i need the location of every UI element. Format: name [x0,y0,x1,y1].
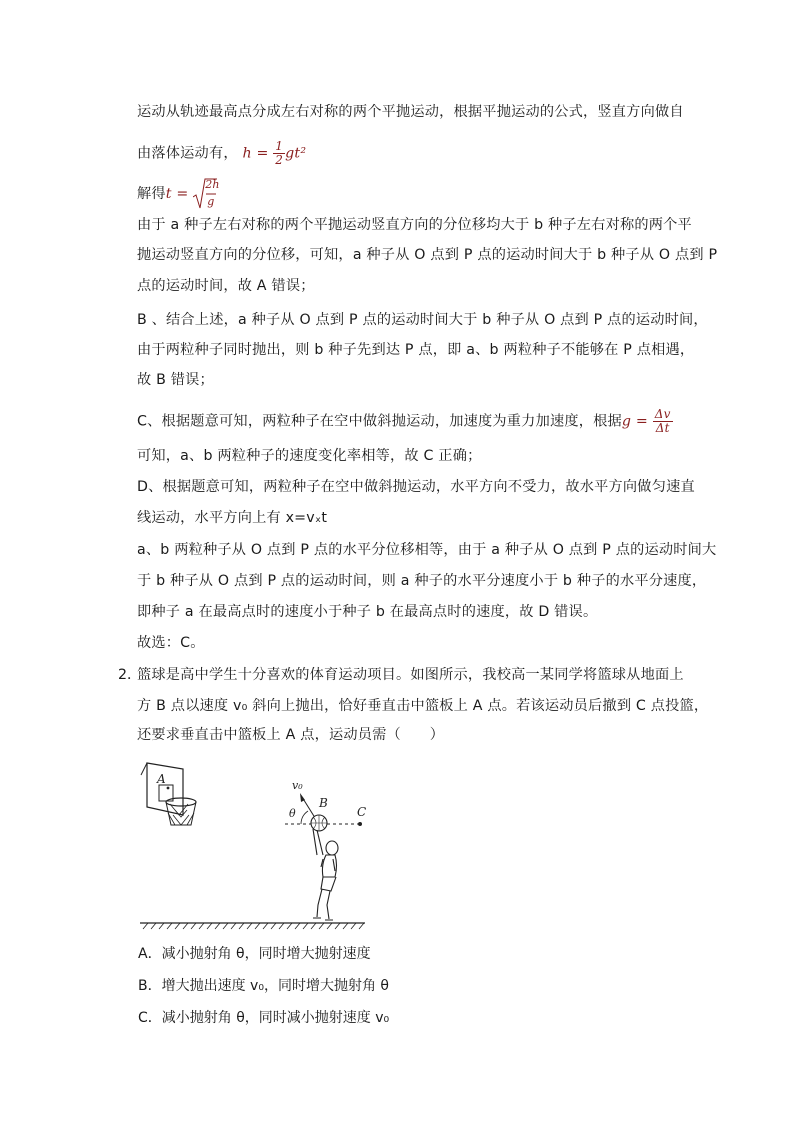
question-line-3: 还要求垂直击中篮板上 A 点，运动员需（ ） [137,727,445,743]
backboard-icon [141,763,183,815]
fraction-denominator: 2 [275,153,284,167]
ground-icon [140,923,365,929]
option-A[interactable]: A．减小抛射角 θ，同时增大抛射速度 [138,946,371,962]
formula-half-fraction [273,140,285,167]
formula-h-lhs: h = [242,145,269,162]
solution-line-3 [137,177,220,211]
solution-line-8: 由于两粒种子同时抛出，则 b 种子先到达 P 点，即 a、b 两粒种子不能够在 P 点相遇， [137,342,695,358]
label-B: B [319,796,328,810]
option-B[interactable]: B．增大抛出速度 v₀，同时增大抛射角 θ [138,978,389,994]
player-icon [313,829,338,920]
fraction-numerator: Δv [654,407,671,421]
solution-line-1: 运动从轨迹最高点分成左右对称的两个平抛运动，根据平抛运动的公式，竖直方向做自 [137,104,684,120]
solution-line-16: 即种子 a 在最高点时的速度小于种子 b 在最高点时的速度，故 D 错误。 [137,604,598,620]
solution-answer: 故选：C。 [137,635,205,651]
solution-line-7: B 、结合上述，a 种子从 O 点到 P 点的运动时间大于 b 种子从 O 点到 P 点的运动时间， [137,312,708,328]
solution-line-12: D、根据题意可知，两粒种子在空中做斜抛运动，水平方向不受力，故水平方向做匀速直 [137,479,695,495]
question-line-2: 方 B 点以速度 v₀ 斜向上抛出，恰好垂直击中篮板上 A 点。若该运动员后撤到 C 点投篮， [137,698,709,714]
solution-line-3-text: 解得 [137,186,166,202]
formula-t-lhs: t = [165,186,189,202]
formula-sqrt [193,177,220,211]
formula-dv-dt-fraction [653,408,673,435]
question-line-1: 篮球是高中学生十分喜欢的体育运动项目。如图所示，我校高一某同学将篮球从地面上 [137,667,684,683]
solution-line-2 [137,140,306,167]
solution-line-10-text: C、根据题意可知，两粒种子在空中做斜抛运动，加速度为重力加速度，根据 [137,413,622,430]
solution-line-10 [137,408,673,435]
fraction-denominator: Δt [655,421,670,435]
sqrt-denominator: g [207,195,215,208]
solution-line-11: 可知，a、b 两粒种子的速度变化率相等，故 C 正确； [137,448,482,464]
label-v0: v₀ [292,779,303,792]
basketball-figure [135,755,375,930]
label-C: C [357,805,367,819]
solution-line-13: 线运动，水平方向上有 x=vₓt [137,510,328,526]
point-C [358,822,362,826]
basketball-icon [311,815,327,831]
solution-line-4: 由于 a 种子左右对称的两个平抛运动竖直方向的分位移均大于 b 种子左右对称的两个平 [137,217,692,233]
formula-g-lhs: g = [621,413,648,430]
label-theta: θ [289,807,296,820]
solution-line-14: a、b 两粒种子从 O 点到 P 点的水平分位移相等，由于 a 种子从 O 点到 P 点的运动时间大 [137,542,717,558]
formula-h-rhs: gt² [285,145,307,162]
label-A: A [157,772,166,786]
question-number: 2． [118,667,142,683]
sqrt-numerator: 2h [205,178,220,191]
solution-line-15: 于 b 种子从 O 点到 P 点的运动时间，则 a 种子的水平分速度小于 b 种子的水平分速度， [137,573,707,589]
solution-line-6: 点的运动时间，故 A 错误； [137,278,315,294]
solution-line-9: 故 B 错误； [137,372,214,388]
solution-line-2-text: 由落体运动有， [137,145,238,162]
option-C[interactable]: C．减小抛射角 θ，同时减小抛射速度 v₀ [138,1010,390,1026]
angle-arc [301,811,308,824]
solution-line-5: 抛运动竖直方向的分位移，可知，a 种子从 O 点到 P 点的运动时间大于 b 种子从 O 点到 P [137,247,718,263]
fraction-numerator: 1 [275,139,284,153]
hoop-net-icon [166,798,196,825]
